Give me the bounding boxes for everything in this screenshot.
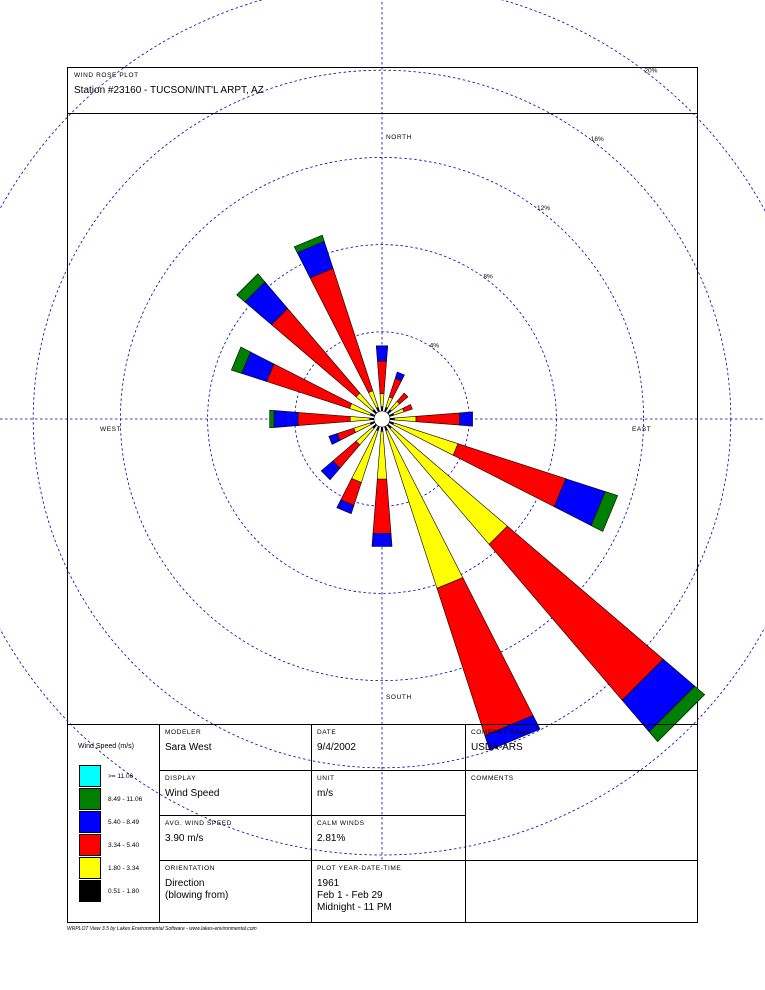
petal-segment-s bbox=[381, 427, 383, 431]
petal-segment-w bbox=[298, 412, 350, 425]
orientation-cell bbox=[159, 860, 311, 923]
legend-swatch-yellow bbox=[79, 857, 101, 879]
petal-segment-sw bbox=[333, 441, 360, 468]
legend-swatch-green bbox=[79, 788, 101, 810]
petal-segment-ene bbox=[403, 404, 413, 411]
legend-label: 3.34 - 5.40 bbox=[108, 842, 140, 849]
unit-cell bbox=[311, 770, 465, 815]
orientation-line: (blowing from) bbox=[165, 890, 229, 901]
petal-segment-w bbox=[350, 416, 370, 421]
station-title: Station #23160 - TUCSON/INT'L ARPT, AZ bbox=[74, 85, 264, 96]
plot-time-line: 1961 bbox=[317, 878, 340, 889]
west-label: WEST bbox=[100, 426, 122, 433]
plot-time-line: Feb 1 - Feb 29 bbox=[317, 890, 383, 901]
petal-segment-sse bbox=[437, 578, 533, 736]
legend-title: Wind Speed (m/s) bbox=[78, 743, 135, 750]
petal-segment-e bbox=[460, 412, 473, 426]
petal-segment-e bbox=[416, 413, 459, 425]
comments-label: COMMENTS bbox=[471, 775, 514, 782]
calm-winds-value: 2.81% bbox=[317, 833, 346, 844]
north-label: NORTH bbox=[386, 134, 412, 141]
legend-panel bbox=[67, 724, 159, 923]
legend-label: 8.49 - 11.06 bbox=[108, 796, 143, 803]
info-panel bbox=[68, 724, 697, 923]
legend-label: 1.80 - 3.34 bbox=[108, 865, 140, 872]
petal-segment-n bbox=[376, 346, 388, 361]
petal-segment-nne bbox=[386, 397, 393, 408]
plot-time-cell bbox=[311, 860, 465, 923]
footer-credit: WRPLOT View 3.5 by Lakes Environmental Software - www.lakes-environmental.com bbox=[67, 926, 257, 932]
petal-segment-e bbox=[394, 416, 416, 421]
legend-swatch-black bbox=[79, 880, 101, 902]
petal-segment-s bbox=[377, 431, 386, 479]
display-cell bbox=[159, 770, 311, 815]
calm-winds-label: CALM WINDS bbox=[317, 820, 365, 827]
plot-type-label: WIND ROSE PLOT bbox=[74, 72, 139, 79]
plot-frame bbox=[67, 67, 698, 923]
petal-segment-n bbox=[377, 361, 386, 394]
date-value: 9/4/2002 bbox=[317, 742, 356, 753]
plot-time-line: Midnight - 11 PM bbox=[317, 902, 392, 913]
legend-label: >= 11.06 bbox=[108, 773, 134, 780]
unit-value: m/s bbox=[317, 788, 334, 799]
orientation-label: ORIENTATION bbox=[165, 865, 216, 872]
petal-segment-s bbox=[372, 533, 392, 546]
petal-segment-w bbox=[274, 411, 298, 428]
blank-cell bbox=[465, 860, 697, 923]
orientation-value bbox=[165, 878, 228, 902]
legend-swatch-blue bbox=[79, 811, 101, 833]
ring-label: 16% bbox=[590, 136, 604, 144]
date-label: DATE bbox=[317, 729, 337, 736]
petal-segment-ene bbox=[393, 408, 404, 415]
date-cell bbox=[311, 724, 465, 770]
modeler-cell bbox=[159, 724, 311, 770]
petal-segment-ne bbox=[397, 393, 408, 404]
avg-speed-value: 3.90 m/s bbox=[165, 833, 204, 844]
calm-circle bbox=[374, 411, 390, 427]
petal-segment-se bbox=[489, 526, 663, 700]
legend-label: 0.51 - 1.80 bbox=[108, 888, 140, 895]
avg-speed-cell bbox=[159, 815, 311, 860]
orientation-line: Direction bbox=[165, 878, 205, 889]
south-label: SOUTH bbox=[386, 694, 412, 701]
petal-segment-n bbox=[381, 407, 383, 411]
plot-time-value bbox=[317, 878, 392, 914]
comments-cell bbox=[465, 770, 697, 860]
modeler-label: MODELER bbox=[165, 729, 202, 736]
petal-segment-w bbox=[270, 410, 274, 428]
company-value: USDA-ARS bbox=[471, 742, 523, 753]
petal-segment-w bbox=[370, 418, 374, 420]
petal-segment-wsw bbox=[337, 428, 355, 440]
east-label: EAST bbox=[632, 426, 652, 433]
petal-segment-nne bbox=[389, 378, 401, 398]
ring-label: 4% bbox=[429, 342, 440, 350]
petal-segment-n bbox=[380, 394, 384, 407]
ring-label: 8% bbox=[483, 273, 493, 281]
unit-label: UNIT bbox=[317, 775, 335, 782]
petal-segment-s bbox=[373, 479, 391, 533]
display-value: Wind Speed bbox=[165, 788, 220, 799]
company-cell bbox=[465, 724, 697, 770]
ring-label: 20% bbox=[644, 67, 658, 75]
ring-label: 12% bbox=[537, 204, 551, 212]
legend-swatch-cyan bbox=[79, 765, 101, 787]
modeler-value: Sara West bbox=[165, 742, 212, 753]
company-label: COMPANY NAME bbox=[471, 729, 532, 736]
plot-time-label: PLOT YEAR-DATE-TIME bbox=[317, 865, 402, 872]
display-label: DISPLAY bbox=[165, 775, 197, 782]
petal-group bbox=[231, 235, 704, 750]
calm-winds-cell bbox=[311, 815, 465, 860]
petal-segment-e bbox=[390, 418, 394, 420]
legend-label: 5.40 - 8.49 bbox=[108, 819, 140, 826]
plot-header bbox=[68, 68, 697, 114]
legend-swatch-red bbox=[79, 834, 101, 856]
avg-speed-label: AVG. WIND SPEED bbox=[165, 820, 233, 827]
